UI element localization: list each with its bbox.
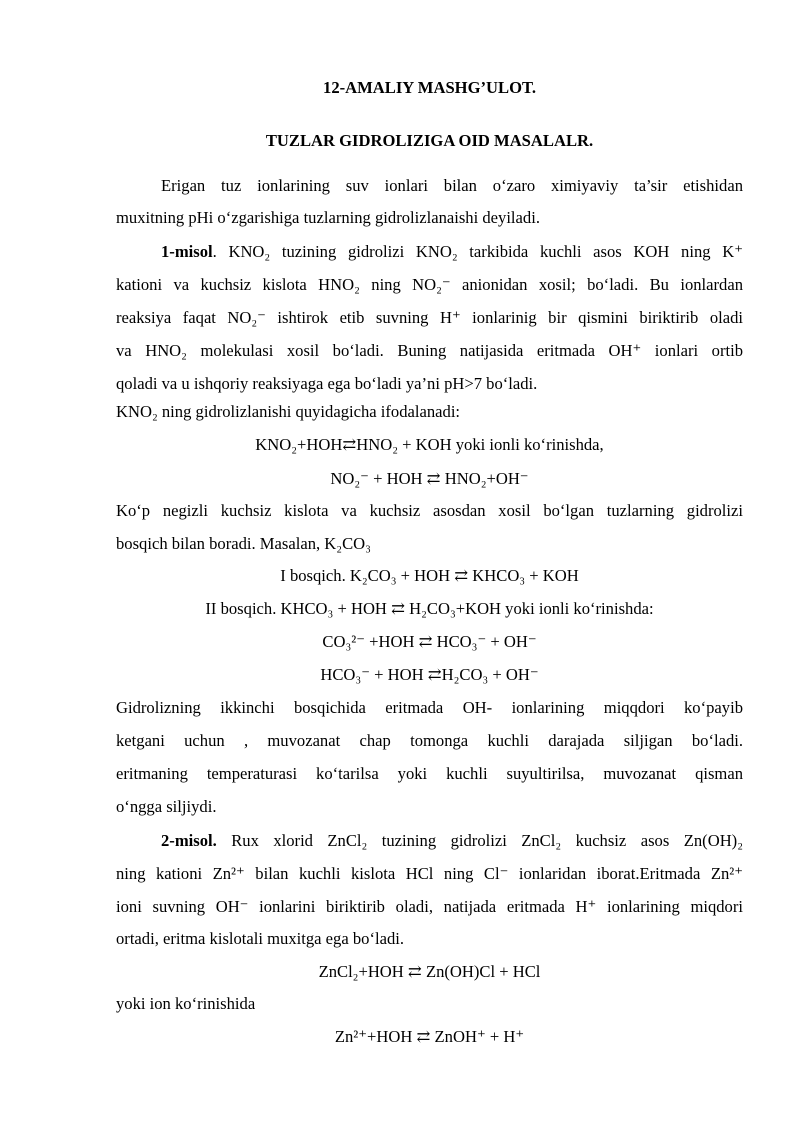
example2-line-1-text: Rux xlorid ZnCl₂ tuzining gidrolizi ZnCl₂ kuchsiz asos Zn(OH)₂	[216, 831, 743, 850]
example1-line-4: va HNO₂ molekulasi xosil bo‘ladi. Buning natijasida eritmada OH⁺ ionlari ortib	[116, 341, 743, 360]
example2-line-3: ioni suvning OH⁻ ionlarini biriktirib oladi, natijada eritmada H⁺ ionlarining miqdori	[116, 897, 743, 916]
multistep-line-2: bosqich bilan boradi. Masalan, K₂CO₃	[116, 534, 371, 553]
multistep-paragraph-line-4: o‘ngga siljiydi.	[116, 797, 217, 816]
example2-equation-2: Zn²⁺+HOH ⇄ ZnOH⁺ + H⁺	[334, 1027, 525, 1046]
example1-label: 1-misol	[161, 242, 213, 261]
example1-line-2: kationi va kuchsiz kislota HNO₂ ning NO₂⁻ anionidan xosil; bo‘ladi. Bu ionlardan	[116, 275, 743, 294]
example1-line-6: KNO₂ ning gidrolizlanishi quyidagicha ifodalanadi:	[116, 402, 461, 421]
intro-line-1: Erigan tuz ionlarining suv ionlari bilan o‘zaro ximiyaviy ta’sir etishidan	[161, 176, 743, 195]
example1-line-1	[116, 242, 743, 262]
example1-line-1-text: . KNO₂ tuzining gidrolizi KNO₂ tarkibida kuchli asos KOH ning K⁺	[212, 242, 743, 261]
example1-equation-1: KNO₂+HOH⇄HNO₂ + KOH yoki ionli ko‘rinishda,	[255, 435, 604, 454]
example2-equation-1: ZnCl₂+HOH ⇄ Zn(OH)Cl + HCl	[318, 962, 541, 981]
example2-line-4: ortadi, eritma kislotali muxitga ega bo‘ladi.	[116, 929, 405, 948]
example2-line-2: ning kationi Zn²⁺ bilan kuchli kislota HCl ning Cl⁻ ionlaridan iborat.Eritmada Zn²⁺	[116, 864, 743, 883]
page-subtitle: TUZLAR GIDROLIZIGA OID MASALALR.	[265, 131, 594, 150]
example1-line-3: reaksiya faqat NO₂⁻ ishtirok etib suvning H⁺ ionlarinig bir qismini biriktirib oladi	[116, 308, 743, 327]
multistep-paragraph-line-1: Gidrolizning ikkinchi bosqichida eritmada OH- ionlarining miqqdori ko‘payib	[116, 698, 743, 717]
page-title: 12-AMALIY MASHG’ULOT.	[323, 78, 536, 97]
example2-line-5: yoki ion ko‘rinishida	[116, 994, 256, 1013]
example1-equation-2: NO₂⁻ + HOH ⇄ HNO₂+OH⁻	[330, 469, 529, 488]
multistep-equation-1: I bosqich. K₂CO₃ + HOH ⇄ KHCO₃ + KOH	[280, 566, 579, 585]
multistep-equation-3: CO₃²⁻ +HOH ⇄ HCO₃⁻ + OH⁻	[322, 632, 537, 651]
multistep-equation-4: HCO₃⁻ + HOH ⇄H₂CO₃ + OH⁻	[320, 665, 539, 684]
multistep-paragraph-line-3: eritmaning temperaturasi ko‘tarilsa yoki kuchli suyultirilsa, muvozanat qisman	[116, 764, 743, 783]
multistep-line-1: Ko‘p negizli kuchsiz kislota va kuchsiz asosdan xosil bo‘lgan tuzlarning gidrolizi	[116, 501, 743, 520]
example2-label: 2-misol.	[161, 831, 217, 850]
multistep-equation-2: II bosqich. KHCO₃ + HOH ⇄ H₂CO₃+KOH yoki ionli ko‘rinishda:	[205, 599, 654, 618]
intro-line-2: muxitning pHi o‘zgarishiga tuzlarning gidrolizlanaishi deyiladi.	[116, 208, 540, 227]
example2-line-1	[116, 831, 743, 851]
multistep-paragraph-line-2: ketgani uchun , muvozanat chap tomonga kuchli darajada siljigan bo‘ladi.	[116, 731, 743, 750]
example1-line-5: qoladi va u ishqoriy reaksiyaga ega bo‘ladi ya’ni pH>7 bo‘ladi.	[116, 374, 538, 393]
